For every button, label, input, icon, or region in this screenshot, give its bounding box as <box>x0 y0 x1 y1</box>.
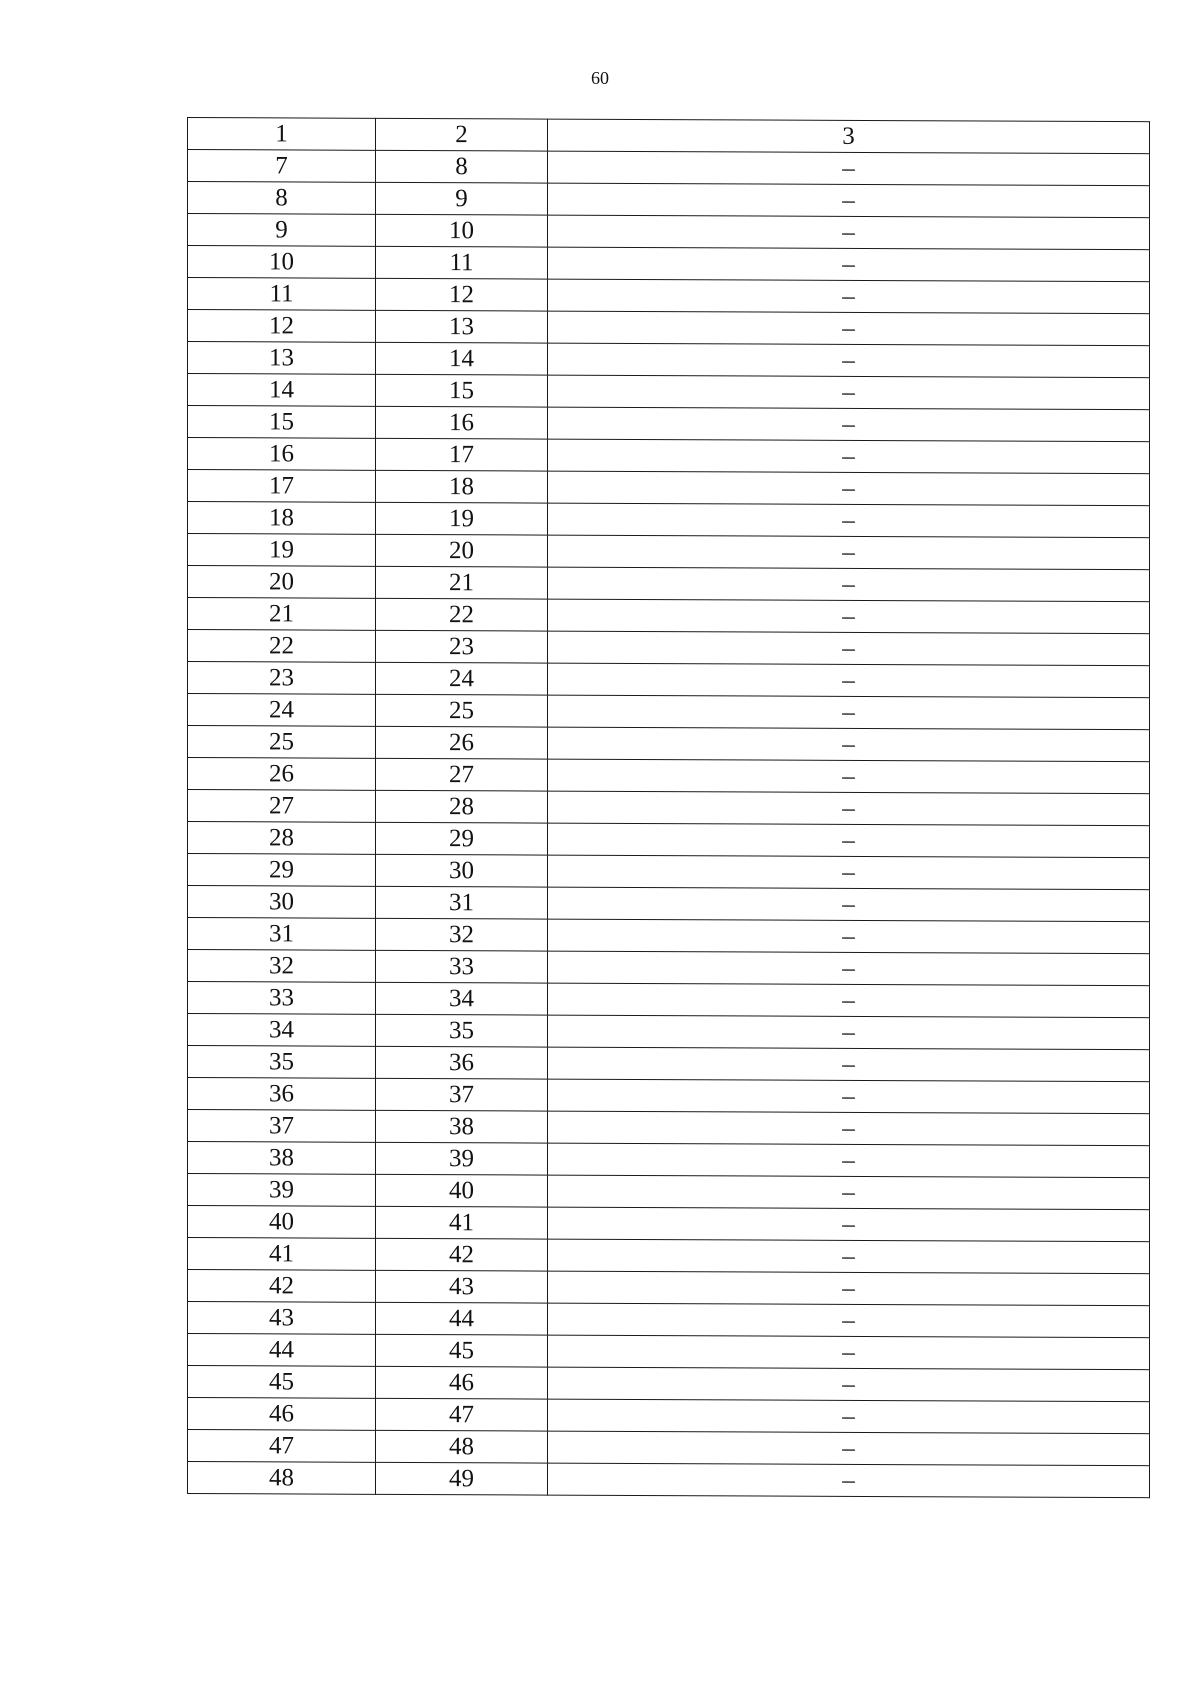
table-cell-col1: 28 <box>188 822 376 855</box>
table-cell-col1: 19 <box>188 534 376 567</box>
table-cell-col2: 22 <box>376 598 548 631</box>
table-cell-col1: 14 <box>188 374 376 407</box>
table-row <box>188 822 1150 858</box>
data-table <box>187 117 1150 1498</box>
header-cell-col3: 3 <box>548 119 1150 154</box>
table-cell-col2: 25 <box>376 694 548 727</box>
table-row <box>188 1366 1150 1402</box>
table-cell-col1: 40 <box>188 1206 376 1239</box>
table-cell-col2: 9 <box>376 182 548 215</box>
table-cell-col1: 34 <box>188 1014 376 1047</box>
table-cell-col2: 26 <box>376 726 548 759</box>
table-cell-col2: 33 <box>376 950 548 983</box>
table-row <box>188 694 1150 730</box>
table-cell-col3: – <box>548 727 1150 762</box>
table-cell-col3: – <box>548 247 1150 282</box>
table-cell-col2: 36 <box>376 1046 548 1079</box>
table-row <box>188 1430 1150 1466</box>
table-cell-col3: – <box>548 951 1150 986</box>
table-cell-col1: 38 <box>188 1142 376 1175</box>
table-row <box>188 982 1150 1018</box>
table-cell-col3: – <box>548 1463 1150 1498</box>
table-cell-col3: – <box>548 151 1150 186</box>
table-row <box>188 662 1150 698</box>
table-row <box>188 470 1150 506</box>
table-cell-col3: – <box>548 759 1150 794</box>
table-cell-col1: 23 <box>188 662 376 695</box>
table-row <box>188 1302 1150 1338</box>
table-cell-col1: 42 <box>188 1270 376 1303</box>
table-cell-col1: 30 <box>188 886 376 919</box>
table-cell-col3: – <box>548 663 1150 698</box>
table-cell-col3: – <box>548 439 1150 474</box>
table-cell-col2: 40 <box>376 1174 548 1207</box>
table-cell-col3: – <box>548 1303 1150 1338</box>
table-cell-col2: 41 <box>376 1206 548 1239</box>
table-row <box>188 1078 1150 1114</box>
table-cell-col2: 21 <box>376 566 548 599</box>
table-row <box>188 1206 1150 1242</box>
table-cell-col3: – <box>548 1175 1150 1210</box>
table-cell-col2: 49 <box>376 1462 548 1495</box>
table-cell-col3: – <box>548 695 1150 730</box>
table-cell-col1: 9 <box>188 214 376 247</box>
table-cell-col1: 48 <box>188 1462 376 1495</box>
table-cell-col1: 36 <box>188 1078 376 1111</box>
header-cell-col1: 1 <box>188 118 376 151</box>
table-cell-col1: 13 <box>188 342 376 375</box>
table-cell-col2: 16 <box>376 406 548 439</box>
table-row <box>188 1270 1150 1306</box>
table-row <box>188 1462 1150 1498</box>
table-cell-col1: 8 <box>188 182 376 215</box>
table-cell-col3: – <box>548 1111 1150 1146</box>
table-cell-col2: 14 <box>376 342 548 375</box>
table-row <box>188 1142 1150 1178</box>
table-cell-col1: 39 <box>188 1174 376 1207</box>
table-cell-col3: – <box>548 1239 1150 1274</box>
table-cell-col3: – <box>548 983 1150 1018</box>
table-cell-col2: 19 <box>376 502 548 535</box>
table-cell-col1: 31 <box>188 918 376 951</box>
table-cell-col1: 22 <box>188 630 376 663</box>
table-cell-col3: – <box>548 599 1150 634</box>
table-cell-col3: – <box>548 1399 1150 1434</box>
table-cell-col1: 37 <box>188 1110 376 1143</box>
table-cell-col3: – <box>548 823 1150 858</box>
table-cell-col1: 25 <box>188 726 376 759</box>
table-cell-col1: 45 <box>188 1366 376 1399</box>
header-cell-col2: 2 <box>376 118 548 151</box>
table-cell-col1: 41 <box>188 1238 376 1271</box>
table-cell-col1: 18 <box>188 502 376 535</box>
table-row <box>188 1174 1150 1210</box>
table-cell-col1: 27 <box>188 790 376 823</box>
table-cell-col3: – <box>548 855 1150 890</box>
table-row <box>188 790 1150 826</box>
table-row <box>188 598 1150 634</box>
table-row <box>188 246 1150 282</box>
table-cell-col3: – <box>548 279 1150 314</box>
table-cell-col3: – <box>548 919 1150 954</box>
table-row <box>188 406 1150 442</box>
table-cell-col1: 46 <box>188 1398 376 1431</box>
table-row <box>188 1110 1150 1146</box>
table-cell-col2: 29 <box>376 822 548 855</box>
table-cell-col1: 24 <box>188 694 376 727</box>
table-cell-col3: – <box>548 535 1150 570</box>
table-cell-col3: – <box>548 1431 1150 1466</box>
table-row <box>188 566 1150 602</box>
table-cell-col1: 35 <box>188 1046 376 1079</box>
table-cell-col2: 47 <box>376 1398 548 1431</box>
table-cell-col2: 34 <box>376 982 548 1015</box>
table-cell-col2: 37 <box>376 1078 548 1111</box>
table-row <box>188 854 1150 890</box>
table-row <box>188 1014 1150 1050</box>
table-cell-col2: 20 <box>376 534 548 567</box>
table-cell-col3: – <box>548 631 1150 666</box>
table-cell-col3: – <box>548 567 1150 602</box>
table-cell-col2: 10 <box>376 214 548 247</box>
table-row <box>188 1238 1150 1274</box>
table-cell-col3: – <box>548 1207 1150 1242</box>
table-cell-col2: 42 <box>376 1238 548 1271</box>
table-cell-col3: – <box>548 215 1150 250</box>
table-header-row <box>188 118 1150 154</box>
table-cell-col2: 46 <box>376 1366 548 1399</box>
table-cell-col1: 10 <box>188 246 376 279</box>
table-row <box>188 918 1150 954</box>
table-cell-col2: 24 <box>376 662 548 695</box>
table-cell-col3: – <box>548 1271 1150 1306</box>
table-row <box>188 534 1150 570</box>
table-row <box>188 150 1150 186</box>
table-cell-col2: 44 <box>376 1302 548 1335</box>
table-row <box>188 502 1150 538</box>
table-cell-col2: 18 <box>376 470 548 503</box>
table-row <box>188 1398 1150 1434</box>
table-row <box>188 438 1150 474</box>
table-cell-col2: 23 <box>376 630 548 663</box>
table-cell-col3: – <box>548 183 1150 218</box>
table-cell-col1: 26 <box>188 758 376 791</box>
table-cell-col3: – <box>548 887 1150 922</box>
table-row <box>188 342 1150 378</box>
table-cell-col3: – <box>548 791 1150 826</box>
table-body <box>188 118 1150 1498</box>
table-cell-col2: 15 <box>376 374 548 407</box>
table-cell-col2: 31 <box>376 886 548 919</box>
table-row <box>188 1334 1150 1370</box>
table-cell-col1: 15 <box>188 406 376 439</box>
table-cell-col3: – <box>548 1335 1150 1370</box>
table-cell-col3: – <box>548 471 1150 506</box>
table-cell-col2: 38 <box>376 1110 548 1143</box>
table-cell-col2: 12 <box>376 278 548 311</box>
table-row <box>188 374 1150 410</box>
table-row <box>188 182 1150 218</box>
table-cell-col2: 48 <box>376 1430 548 1463</box>
table-row <box>188 950 1150 986</box>
table-cell-col1: 32 <box>188 950 376 983</box>
table-row <box>188 726 1150 762</box>
table-row <box>188 630 1150 666</box>
table-cell-col1: 21 <box>188 598 376 631</box>
table-row <box>188 886 1150 922</box>
table-cell-col2: 32 <box>376 918 548 951</box>
page-number: 60 <box>591 68 609 88</box>
table-cell-col2: 28 <box>376 790 548 823</box>
table-cell-col3: – <box>548 375 1150 410</box>
table-cell-col1: 16 <box>188 438 376 471</box>
table-cell-col1: 11 <box>188 278 376 311</box>
table-cell-col2: 45 <box>376 1334 548 1367</box>
table-cell-col3: – <box>548 311 1150 346</box>
table-cell-col1: 44 <box>188 1334 376 1367</box>
table-cell-col1: 12 <box>188 310 376 343</box>
table-row <box>188 758 1150 794</box>
table-cell-col1: 29 <box>188 854 376 887</box>
table-cell-col1: 17 <box>188 470 376 503</box>
table-cell-col1: 7 <box>188 150 376 183</box>
table-row <box>188 310 1150 346</box>
table-cell-col3: – <box>548 407 1150 442</box>
table-cell-col2: 17 <box>376 438 548 471</box>
table-cell-col1: 47 <box>188 1430 376 1463</box>
table-cell-col3: – <box>548 1015 1150 1050</box>
table-row <box>188 214 1150 250</box>
table-cell-col3: – <box>548 1367 1150 1402</box>
table-cell-col2: 13 <box>376 310 548 343</box>
table-cell-col2: 11 <box>376 246 548 279</box>
table-row <box>188 1046 1150 1082</box>
table-cell-col3: – <box>548 1143 1150 1178</box>
table-row <box>188 278 1150 314</box>
table-cell-col2: 39 <box>376 1142 548 1175</box>
table-cell-col2: 43 <box>376 1270 548 1303</box>
table-cell-col1: 33 <box>188 982 376 1015</box>
table-cell-col3: – <box>548 1047 1150 1082</box>
table-cell-col2: 27 <box>376 758 548 791</box>
table-cell-col2: 35 <box>376 1014 548 1047</box>
table-cell-col2: 8 <box>376 150 548 183</box>
table-cell-col3: – <box>548 343 1150 378</box>
table-cell-col1: 20 <box>188 566 376 599</box>
table-cell-col3: – <box>548 503 1150 538</box>
table-cell-col3: – <box>548 1079 1150 1114</box>
table-cell-col1: 43 <box>188 1302 376 1335</box>
table-cell-col2: 30 <box>376 854 548 887</box>
